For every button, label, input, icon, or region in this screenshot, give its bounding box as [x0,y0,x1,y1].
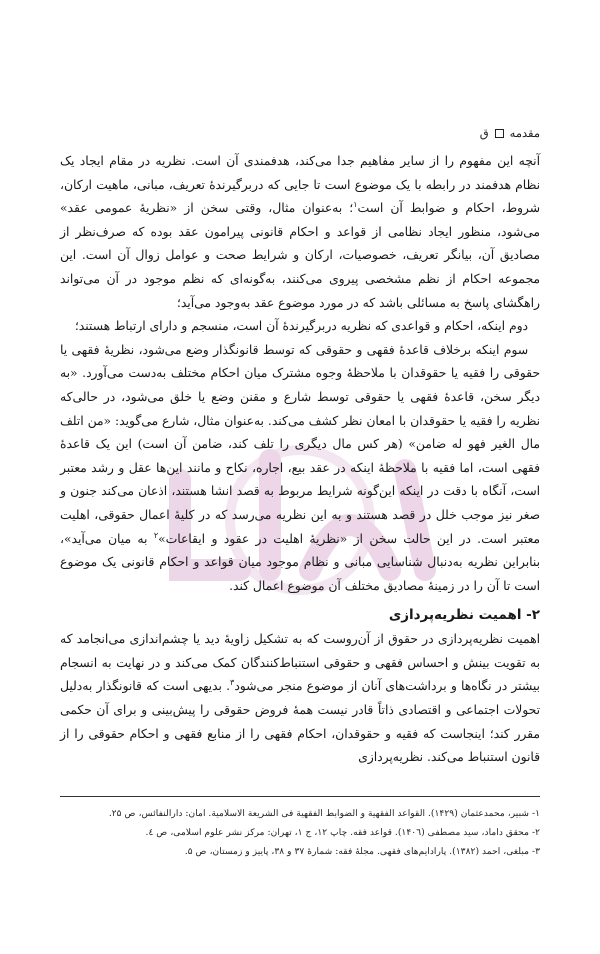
footnote-ref-2[interactable]: ۲ [153,530,159,540]
footnote-1: ۱- شبیر، محمدعثمان (۱۴۲۹). القواعد الفقهیة و الضوابط الفقهیة فی الشریعة الاسلامیة. امان: دارالنفائس، ص ۲۵. [108,808,540,819]
page-number: ق [479,126,489,140]
footnote-3: ۳- مبلغی، احمد (۱۳۸۲). پارادایم‌های فقهی. مجلهٔ فقه: شمارهٔ ۳۷ و ۳۸، پاییز و زمستان، ص ۵. [184,846,540,857]
footnotes [60,804,540,861]
footnote-ref-1[interactable]: ۱ [353,200,358,210]
paragraph-2: دوم اینکه، احکام و قواعدی که نظریه دربرگیرندهٔ آن است، منسجم و دارای ارتباط هستند؛ [74,319,528,334]
footnote-ref-3[interactable]: ۳ [230,678,235,688]
paragraph-3: سوم اینکه برخلاف قاعدهٔ فقهی و حقوقی که توسط قانونگذار وضع می‌شود، نظریهٔ فقهی یا حقوقی را فقیه یا حقوقدان با ملاحظهٔ وجوه مشترک میان احکام مختلف به‌دست می‌آورد. «به دیگر سخن، قاعدهٔ فقهی یا حقوقی توسط شارع و مقنن وضع یا خلق می‌شود، در حالی‌که نظریه را فقیه یا حقوقدان با امعان نظر کشف می‌کند. به‌عنوان مثال، شارع می‌گوید: «من اتلف مال الغیر فهو له ضامن» (هر کس مال دیگری را تلف کند، ضامن آن است) این یک قاعدهٔ فقهی است، اما فقیه با ملاحظهٔ اینکه در عقد بیع، اجاره، نکاح و مانند این‌ها عقل و رشد معتبر است، آنگاه با دقت در اینکه این‌گونه شرایط مربوط به قصد انشا هستند، اذعان می‌کند جنون و صغر نیز موجب خلل در قصد هستند و به این نظریه می‌رسد که در کلیهٔ اعمال حقوقی، اهلیت معتبر است. در این حالت سخن از «نظریهٔ اهلیت در عقود و ایقاعات»$^۲$ به میان می‌آید»، بنابراین نظریه به‌دنبال شناسایی مبانی و نظام موجود میان قواعد و احکام قانونی یک موضوع است تا آن را در زمینهٔ مصادیق مختلف آن موضوع اعمال کند. [60,342,540,593]
main-text [60,150,540,770]
paragraph-1: آنچه این مفهوم را از سایر مفاهیم جدا می‌کند، هدفمندی آن است. نظریه در مقام ایجاد یک نظام هدفمند در رابطه با یک موضوع است تا جایی که دربرگیرندهٔ تعریف، مبانی، ماهیت ارکان، شروط، احکام و ضوابط آن است$^۱$؛ به‌عنوان مثال، وقتی سخن از «نظریهٔ عمومی عقد» می‌شود، منظور ایجاد نظامی از قواعد و احکام قانونی پیرامون عقد بوده که صرف‌نظر از مصادیق آن، بیانگر تعریف، خصوصیات، ارکان و شرایط صحت و عوامل زوال آن است. این مجموعه احکام از نظم مشخصی پیروی می‌کنند، به‌گونه‌ای که نظم موجود در آن می‌تواند راهگشای پاسخ به مسائلی باشد که در مورد موضوع عقد به‌وجود می‌آید؛ [60,154,540,310]
running-header [60,126,540,140]
section-paragraph: اهمیت نظریه‌پردازی در حقوق از آن‌روست که به تشکیل زاویهٔ دید یا چشم‌اندازی می‌انجامد که به تقویت بینش و احساس فقهی و حقوقی استنباط‌کنندگان کمک می‌کند و در نهایت به انسجام بیشتر در نگاه‌ها و برداشت‌های آنان از موضوع منجر می‌شود$^۳$. بدیهی است که قانونگذار به‌دلیل تحولات اجتماعی و اقتصادی ذاتاً قادر نیست همهٔ فروض حقوقی را پیش‌بینی و برای آن حکمی مقرر کند؛ اینجاست که فقیه و حقوقدان، احکام فقهی را از منابع فقهی و احکام حقوقی را از قانون استنباط می‌کند. نظریه‌پردازی [60,632,540,765]
header-title: مقدمه [509,126,540,140]
square-ornament-icon [495,129,504,138]
section-heading: ۲- اهمیت نظریه‌پردازی [388,607,540,624]
footnote-divider [60,796,540,797]
footnote-2: ۲- محقق داماد، سید مصطفی (۱۴۰٦). قواعد فقه. چاپ ۱۲، ج ۱، تهران: مرکز نشر علوم اسلامی، ص ٤. [145,827,540,838]
